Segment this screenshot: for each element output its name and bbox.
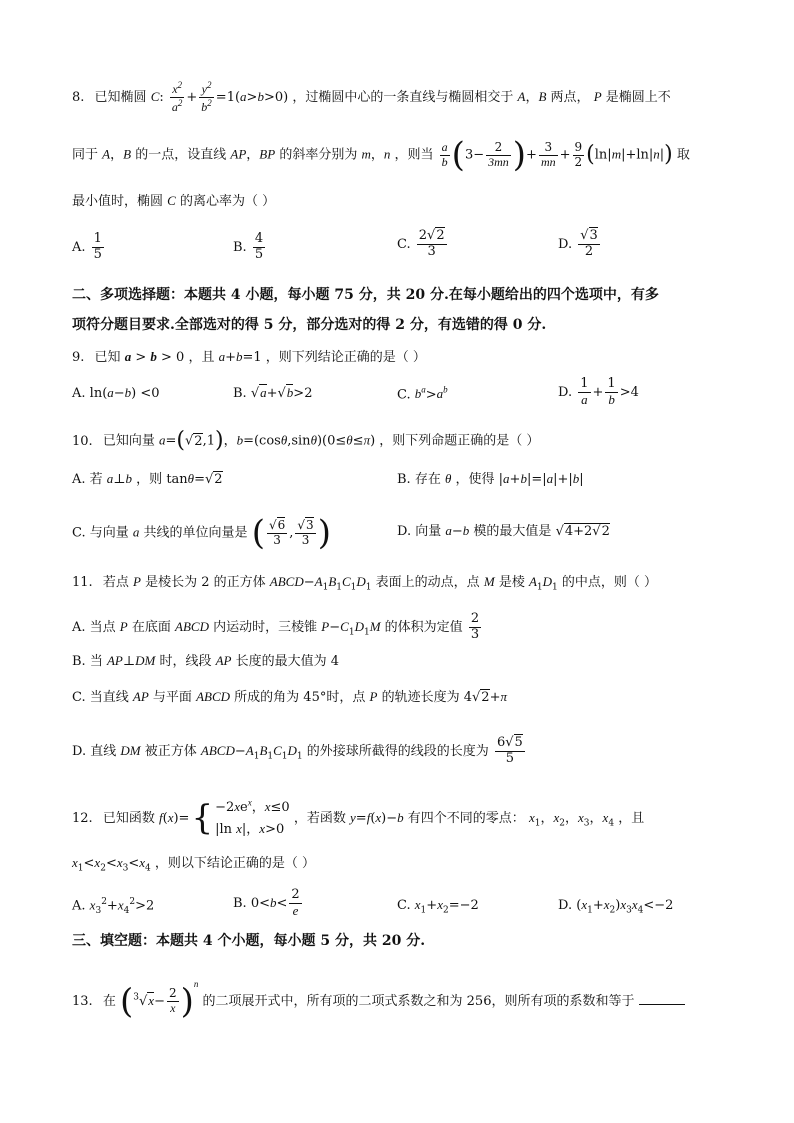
q12-option-d[interactable]: D. $(x_1+x_2)x_3x_4<-2$	[558, 897, 674, 916]
q8-option-c[interactable]: C. $\frac{2√2}{3}$	[397, 228, 445, 259]
section-3-heading: 三、填空题：本题共 4 个小题，每小题 5 分，共 20 分.	[72, 933, 426, 949]
q9-option-c[interactable]: C. $b^a>a^b$	[397, 385, 448, 403]
q9-option-d[interactable]: D. $\frac{1}{a}$ + $\frac{1}{b}$ >4	[558, 376, 639, 407]
q8-option-a[interactable]: A. $\frac{1}{5}$	[72, 231, 102, 262]
q11-option-a[interactable]: A. 当点 P 在底面 ABCD 内运动时，三棱锥 $P-C_1D_1M$ 的体积为定值 $\frac{2}{3}$	[72, 611, 480, 642]
section-2-heading-line1: 二、多项选择题：本题共 4 小题，每小题 75 分，共 20 分.在每小题给出的四个选项中，有多	[72, 287, 659, 303]
q13-answer-blank[interactable]	[639, 992, 685, 1005]
q12-option-b[interactable]: B. 0<b< $\frac{2}{e}$	[233, 887, 300, 918]
q12-stem-line2: $x_1<x_2<x_3<x_4$ ，则以下结论正确的是（ ）	[72, 855, 316, 874]
q10-option-a[interactable]: A. 若 a⊥b ，则 tanθ=√2	[72, 471, 223, 487]
q8-line3: 最小值时，椭圆 C 的离心率为（ ）	[72, 193, 276, 209]
q10-option-d[interactable]: D. 向量 a−b 模的最大值是 √4+2√2	[397, 523, 610, 539]
q12-option-c[interactable]: C. $x_1+x_2=-2$	[397, 897, 479, 916]
q8-line2: 同于 A，B 的一点，设直线 AP，BP 的斜率分别为 m，n ，则当 $\frac{a}{b}$ (3− $\frac{2}{3mn}$ )+ $\frac{3}{mn}$ + $\frac{9}{2}$ (ln|m|+ln|n|) 取	[72, 135, 690, 175]
q13-stem: 13. 在 ($^3$√x− $\frac{2}{x}$ )$^n$ 的二项展开式中，所有项的二项式系数之和为 256，则所有项的系数和等于	[72, 980, 685, 1019]
q12-option-a[interactable]: A. $x_3^2+x_4^2>2$	[72, 897, 155, 916]
q9-stem: 9. 已知 a > b > 0 ，且 a+b=1 ，则下列结论正确的是（ ）	[72, 349, 426, 365]
q8-line1: 8. 已知椭圆 C: $\frac{x^2}{a^2}$ + $\frac{y^2}{b^2}$ =1(a>b>0) ，过椭圆中心的一条直线与椭圆相交于 A，B 两点， P 是椭圆上不	[72, 80, 671, 114]
q11-stem: 11. 若点 P 是棱长为 2 的正方体 $ABCD-A_1B_1C_1D_1$ 表面上的动点，点 M 是棱 $A_1D_1$ 的中点，则（ ）	[72, 574, 658, 593]
q11-option-b[interactable]: B. 当 AP⊥DM 时，线段 AP 长度的最大值为 4	[72, 653, 340, 669]
q10-option-c[interactable]: C. 与向量 a 共线的单位向量是 ( $\frac{√6}{3}$ , $\frac{√3}{3}$ )	[72, 513, 331, 553]
section-2-heading-line2: 项符分题目要求.全部选对的得 5 分，部分选对的得 2 分，有选错的得 0 分.	[72, 317, 547, 333]
q12-stem: 12. 已知函数 $f(x)=\{ -2xe^x$，x≤0 |ln x|，x>0 ，若函数 y=f(x)−b 有四个不同的零点： $x_1$，$x_2$，$x_3$，$x_4$ ，且	[72, 798, 645, 839]
q10-stem: 10. 已知向量 a=(√2,1)，b=(cosθ,sinθ)(0≤θ≤π) ，则下列命题正确的是（ ）	[72, 428, 540, 453]
q11-option-c[interactable]: C. 当直线 AP 与平面 ABCD 所成的角为 45°时，点 P 的轨迹长度为 4√2+π	[72, 689, 507, 705]
q11-option-d[interactable]: D. 直线 DM 被正方体 $ABCD-A_1B_1C_1D_1$ 的外接球所截得的线段的长度为 $\frac{6√5}{5}$	[72, 735, 523, 766]
q8-option-d[interactable]: D. $\frac{√3}{2}$	[558, 228, 598, 259]
q9-option-a[interactable]: A. ln(a−b) <0	[72, 385, 160, 401]
q9-option-b[interactable]: B. √a+√b>2	[233, 385, 313, 401]
q8-option-b[interactable]: B. $\frac{4}{5}$	[233, 231, 264, 262]
q10-option-b[interactable]: B. 存在 θ ，使得 |a+b|=|a|+|b|	[397, 471, 584, 487]
